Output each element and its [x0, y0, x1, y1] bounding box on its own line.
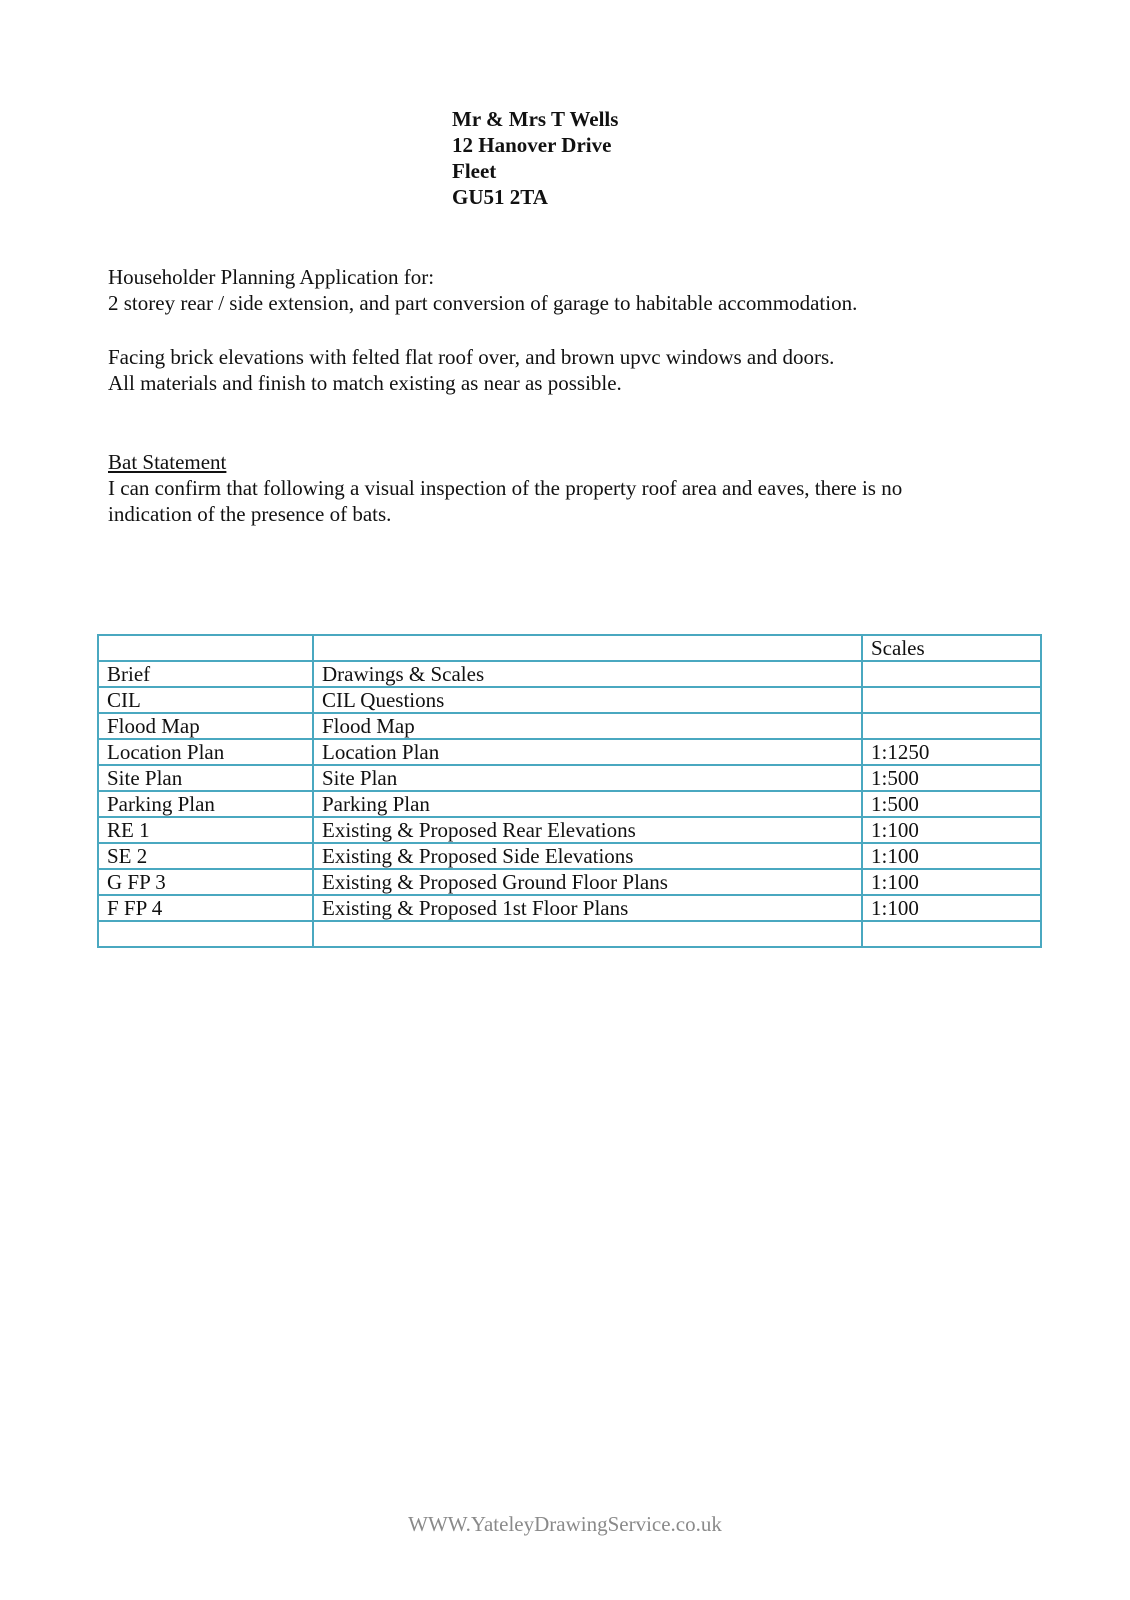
ref-cell [98, 921, 313, 947]
materials-section [108, 344, 834, 396]
table-row [98, 739, 1041, 765]
ref-cell: RE 1 [98, 817, 313, 843]
bat-statement-line-1: I can confirm that following a visual inspection of the property roof area and eaves, there is no [108, 476, 903, 500]
footer-website: WWW.YateleyDrawingService.co.uk [408, 1512, 722, 1536]
drawing-cell [313, 921, 862, 947]
drawing-cell: Flood Map [313, 713, 862, 739]
drawing-cell: Existing & Proposed 1st Floor Plans [313, 895, 862, 921]
table-row [98, 791, 1041, 817]
scale-cell [862, 921, 1041, 947]
table-row [98, 713, 1041, 739]
table-row [98, 765, 1041, 791]
table-row [98, 687, 1041, 713]
scale-cell: 1:100 [862, 895, 1041, 921]
bat-statement-line-2: indication of the presence of bats. [108, 502, 392, 526]
table-row [98, 921, 1041, 947]
materials-line-1: Facing brick elevations with felted flat roof over, and brown upvc windows and doors. [108, 345, 835, 369]
drawing-cell: Existing & Proposed Ground Floor Plans [313, 869, 862, 895]
postcode: GU51 2TA [452, 185, 548, 209]
town: Fleet [452, 159, 497, 183]
client-address-block [452, 106, 618, 210]
header-scale-cell: Scales [862, 635, 1041, 661]
drawing-cell: Existing & Proposed Side Elevations [313, 843, 862, 869]
ref-cell: Flood Map [98, 713, 313, 739]
application-section [108, 264, 857, 316]
drawing-cell: Drawings & Scales [313, 661, 862, 687]
drawing-cell: Location Plan [313, 739, 862, 765]
ref-cell: Location Plan [98, 739, 313, 765]
ref-cell: F FP 4 [98, 895, 313, 921]
table-row [98, 869, 1041, 895]
ref-cell: CIL [98, 687, 313, 713]
ref-cell: G FP 3 [98, 869, 313, 895]
table-row [98, 817, 1041, 843]
ref-cell: Parking Plan [98, 791, 313, 817]
street-address: 12 Hanover Drive [452, 133, 612, 157]
scale-cell: 1:500 [862, 765, 1041, 791]
ref-cell: Site Plan [98, 765, 313, 791]
bat-statement-title: Bat Statement [108, 450, 227, 474]
header-ref-cell [98, 635, 313, 661]
application-description: 2 storey rear / side extension, and part conversion of garage to habitable accommodation. [108, 291, 858, 315]
drawing-cell: CIL Questions [313, 687, 862, 713]
table-row [98, 661, 1041, 687]
scale-cell: 1:100 [862, 843, 1041, 869]
scale-cell [862, 687, 1041, 713]
table-row [98, 843, 1041, 869]
scale-cell: 1:1250 [862, 739, 1041, 765]
scale-cell: 1:500 [862, 791, 1041, 817]
header-drawing-cell [313, 635, 862, 661]
scale-cell: 1:100 [862, 869, 1041, 895]
table-row [98, 895, 1041, 921]
table-header-row [98, 635, 1041, 661]
materials-line-2: All materials and finish to match existing as near as possible. [108, 371, 622, 395]
ref-cell: Brief [98, 661, 313, 687]
bat-statement-section [108, 449, 902, 527]
drawings-table [97, 634, 1042, 948]
scale-cell: 1:100 [862, 817, 1041, 843]
drawing-cell: Parking Plan [313, 791, 862, 817]
ref-cell: SE 2 [98, 843, 313, 869]
scale-cell [862, 713, 1041, 739]
scale-cell [862, 661, 1041, 687]
client-name: Mr & Mrs T Wells [452, 107, 619, 131]
drawing-cell: Site Plan [313, 765, 862, 791]
application-heading: Householder Planning Application for: [108, 265, 435, 289]
drawing-cell: Existing & Proposed Rear Elevations [313, 817, 862, 843]
